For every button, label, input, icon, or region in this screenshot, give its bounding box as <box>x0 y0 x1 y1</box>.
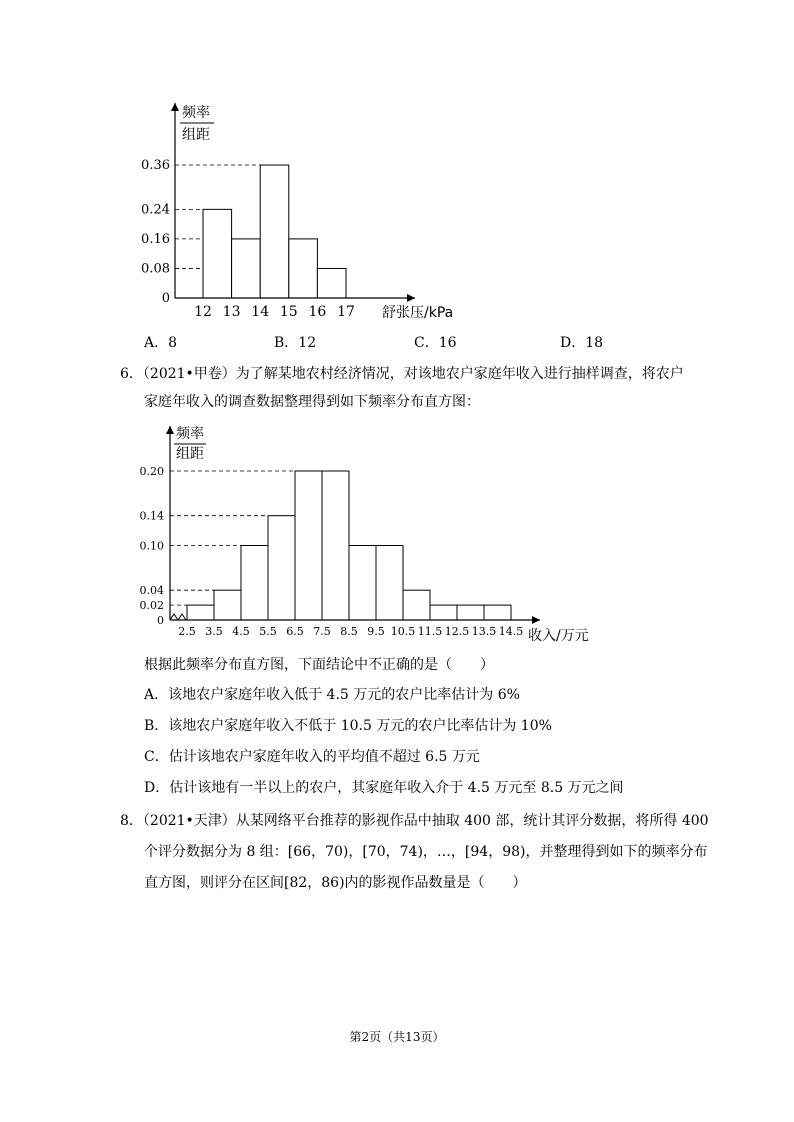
histogram-bar <box>484 605 511 620</box>
histogram-bar <box>268 516 295 620</box>
histogram-bar <box>322 471 349 620</box>
q6-stem-line1: 6．（2021•甲卷）为了解某地农村经济情况，对该地农户家庭年收入进行抽样调查，将农户 <box>120 366 684 382</box>
x-axis-label: 收入/万元 <box>528 628 589 644</box>
histogram-bar <box>349 546 376 621</box>
y-axis-label-numerator: 频率 <box>182 105 210 121</box>
y-tick-label: 0 <box>161 291 170 306</box>
y-tick-label: 0.24 <box>141 202 170 218</box>
x-tick-label: 4.5 <box>232 625 250 638</box>
y-tick-label: 0.36 <box>141 158 170 174</box>
histogram-bar <box>214 590 241 620</box>
histogram-bar <box>376 546 403 621</box>
q5-option-a[interactable]: A．8 <box>144 335 178 351</box>
histogram-bar <box>241 546 268 621</box>
q5-option-d[interactable]: D．18 <box>560 335 604 351</box>
y-tick-label: 0.04 <box>139 584 164 598</box>
x-tick-label: 13.5 <box>471 625 497 638</box>
x-tick-label: 2.5 <box>178 625 196 638</box>
histogram-bar <box>289 239 318 298</box>
q6-option-d[interactable]: D．估计该地有一半以上的农户，其家庭年收入介于 4.5 万元至 8.5 万元之间 <box>144 780 624 796</box>
x-tick-label: 12 <box>194 304 212 320</box>
y-tick-label: 0.16 <box>141 231 170 247</box>
y-tick-label: 0.08 <box>141 261 170 277</box>
histogram-bar <box>203 209 232 298</box>
histogram-bar <box>457 605 484 620</box>
q5-options <box>144 332 724 352</box>
x-tick-label: 8.5 <box>340 625 358 638</box>
y-axis-label-denominator: 组距 <box>176 446 204 462</box>
x-axis-label: 舒张压/kPa <box>382 305 454 321</box>
x-tick-label: 15 <box>279 304 298 320</box>
q6-prompt: 根据此频率分布直方图，下面结论中不正确的是（ ） <box>144 657 494 673</box>
blood-pressure-histogram <box>130 95 470 330</box>
x-tick-label: 13 <box>222 304 241 320</box>
x-tick-label: 17 <box>337 304 355 320</box>
x-tick-label: 12.5 <box>444 625 470 638</box>
q6-option-a[interactable]: A．该地农户家庭年收入低于 4.5 万元的农户比率估计为 6% <box>144 687 520 703</box>
x-tick-label: 14 <box>251 304 270 320</box>
x-tick-label: 3.5 <box>205 625 223 638</box>
histogram-bar <box>187 605 214 620</box>
x-tick-label: 14.5 <box>498 625 524 638</box>
histogram-bar <box>317 268 346 298</box>
q6-option-b[interactable]: B．该地农户家庭年收入不低于 10.5 万元的农户比率估计为 10% <box>144 718 552 734</box>
histogram-bar <box>430 605 457 620</box>
x-tick-label: 6.5 <box>286 625 304 638</box>
y-tick-label: 0.02 <box>139 599 164 613</box>
q8-stem-line1: 8．（2021•天津）从某网络平台推荐的影视作品中抽取 400 部，统计其评分数据，将所得 400 <box>120 813 709 829</box>
page-footer: 第2页（共13页） <box>349 1030 445 1044</box>
y-axis-label-denominator: 组距 <box>182 127 210 143</box>
histogram-bar <box>403 590 430 620</box>
q6-stem-line2: 家庭年收入的调查数据整理得到如下频率分布直方图： <box>144 394 480 410</box>
q8-stem-line2: 个评分数据分为 8 组：[66，70)，[70，74)，…，[94，98)，并整理得到如下的频率分布 <box>144 844 708 860</box>
y-axis-label-numerator: 频率 <box>176 426 204 442</box>
y-axis-arrow <box>166 426 174 434</box>
q6-option-c[interactable]: C．估计该地农户家庭年收入的平均值不超过 6.5 万元 <box>144 749 480 765</box>
axis-break-mark <box>170 614 186 620</box>
y-tick-label: 0 <box>157 614 164 627</box>
x-tick-label: 9.5 <box>367 625 385 638</box>
x-tick-label: 16 <box>308 304 327 320</box>
y-tick-label: 0.10 <box>139 539 164 553</box>
x-tick-label: 5.5 <box>259 625 277 638</box>
histogram-bar <box>260 165 289 298</box>
x-tick-label: 7.5 <box>313 625 331 638</box>
y-axis-arrow <box>171 103 179 111</box>
x-axis-arrow <box>407 294 415 302</box>
x-tick-label: 10.5 <box>390 625 416 638</box>
y-tick-label: 0.20 <box>139 465 164 478</box>
histogram-bar <box>295 471 322 620</box>
income-histogram <box>130 420 610 650</box>
y-tick-label: 0.14 <box>139 509 164 523</box>
x-axis-arrow <box>532 616 540 624</box>
q5-option-b[interactable]: B．12 <box>274 335 317 351</box>
x-tick-label: 11.5 <box>417 625 443 638</box>
q5-option-c[interactable]: C．16 <box>414 335 457 351</box>
histogram-bar <box>232 239 261 298</box>
q8-stem-line3: 直方图，则评分在区间[82，86)内的影视作品数量是（ ） <box>144 875 527 891</box>
